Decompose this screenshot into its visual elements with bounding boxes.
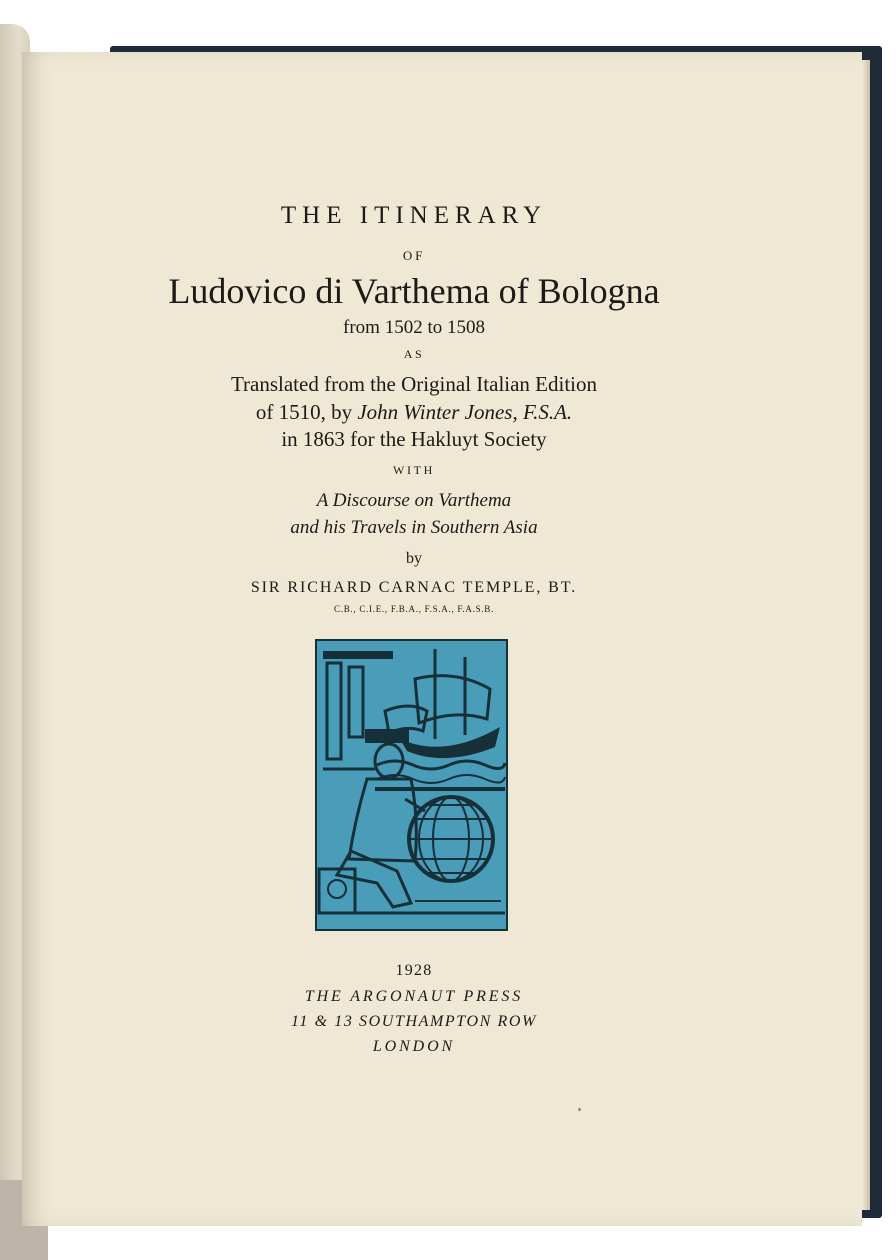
title-by: by bbox=[406, 550, 422, 567]
publication-year: 1928 bbox=[395, 962, 433, 979]
author-name: SIR RICHARD CARNAC TEMPLE, BT. bbox=[250, 579, 578, 596]
subject-name: Ludovico di Varthema of Bologna bbox=[168, 271, 660, 311]
publisher-city: LONDON bbox=[372, 1038, 456, 1055]
title-with: WITH bbox=[393, 463, 435, 477]
woodcut-traveller-with-globe-icon bbox=[315, 639, 508, 931]
translation-line-1: Translated from the Original Italian Edition bbox=[230, 372, 598, 396]
discourse-line-2: and his Travels in Southern Asia bbox=[290, 517, 538, 538]
translator-name: John Winter Jones, F.S.A. bbox=[357, 400, 573, 424]
title-as: AS bbox=[403, 347, 425, 361]
title-of: OF bbox=[402, 248, 426, 263]
discourse-line-1: A Discourse on Varthema bbox=[316, 490, 512, 511]
book-title: THE ITINERARY bbox=[280, 202, 548, 229]
paper-speck bbox=[578, 1108, 581, 1111]
translation-prefix: of 1510, by bbox=[255, 400, 358, 424]
publisher-name: THE ARGONAUT PRESS bbox=[304, 988, 524, 1005]
translation-line-2 bbox=[44, 400, 784, 425]
translation-line-3: in 1863 for the Hakluyt Society bbox=[281, 427, 547, 451]
travel-dates: from 1502 to 1508 bbox=[343, 317, 485, 338]
author-honours: C.B., C.I.E., F.B.A., F.S.A., F.A.S.B. bbox=[334, 604, 494, 614]
title-page bbox=[22, 52, 862, 1226]
publisher-address: 11 & 13 SOUTHAMPTON ROW bbox=[291, 1013, 537, 1030]
